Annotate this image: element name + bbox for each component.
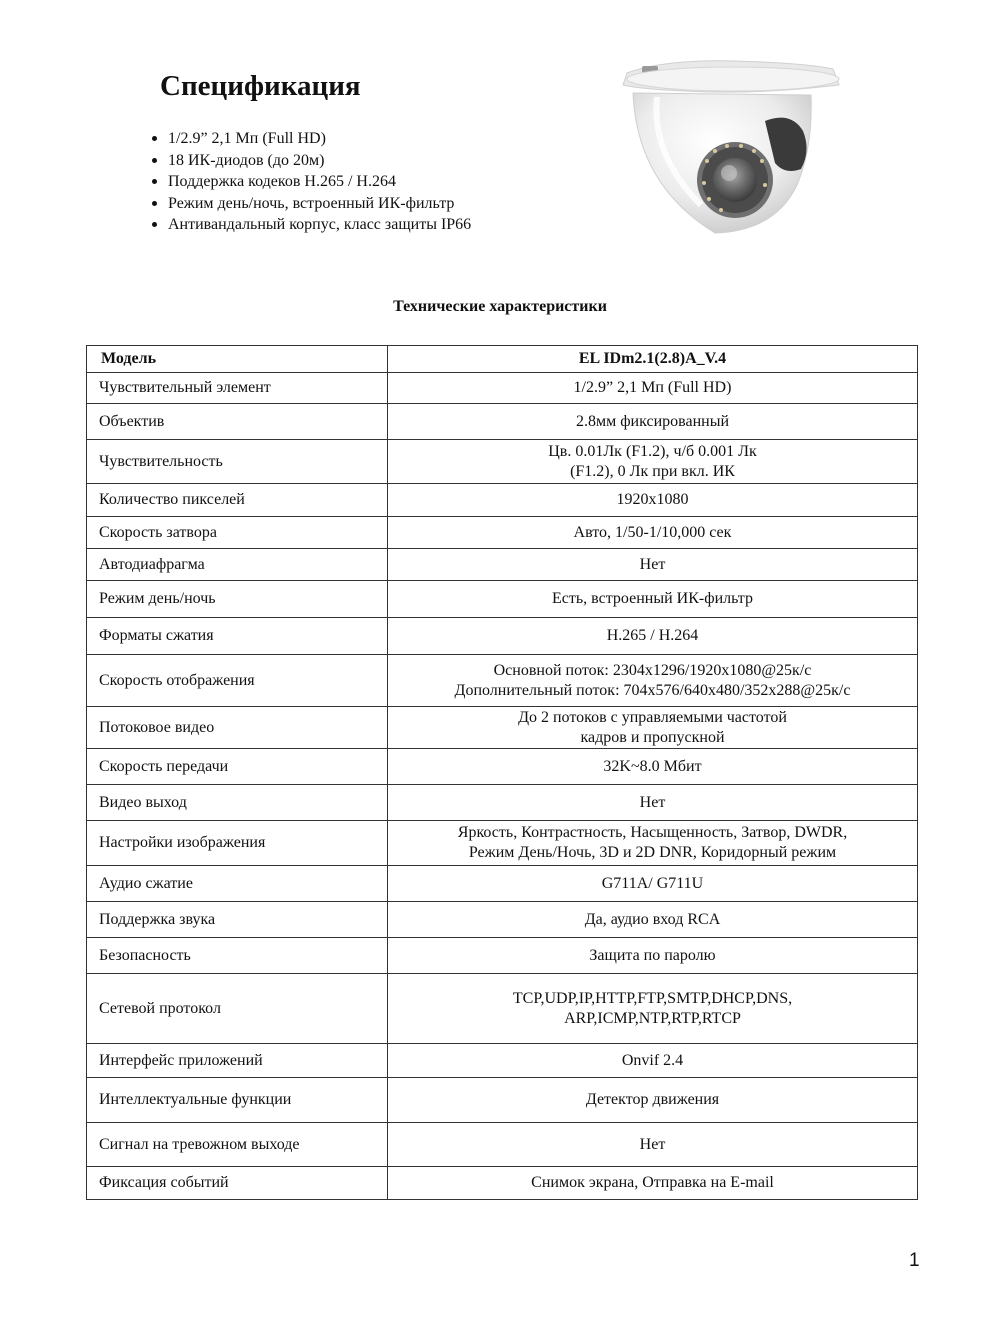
table-row [87, 749, 918, 785]
table-row [87, 618, 918, 655]
param-cell: Скорость затвора [87, 517, 388, 549]
table-row [87, 821, 918, 866]
feature-item: 18 ИК-диодов (до 20м) [150, 150, 471, 172]
table-row [87, 1167, 918, 1200]
value-cell [388, 1167, 918, 1200]
value-line: Основной поток: 2304x1296/1920x1080@25к/с [493, 661, 812, 679]
table-row [87, 902, 918, 938]
value-line: Onvif 2.4 [621, 1051, 684, 1069]
value-line: H.265 / H.264 [606, 627, 699, 644]
table-header-row [87, 346, 918, 373]
value-cell [388, 440, 918, 484]
section-title: Технические характеристики [393, 298, 607, 315]
value-line: Дополнительный поток: 704x576/640x480/352x288@25к/с [454, 681, 851, 699]
table-row [87, 1123, 918, 1167]
value-line: Цв. 0.01Лк (F1.2), ч/б 0.001 Лк [548, 442, 757, 460]
value-cell [388, 404, 918, 440]
value-cell [388, 618, 918, 655]
table-row [87, 655, 918, 707]
page-title: Спецификация [160, 70, 361, 102]
param-cell: Скорость отображения [87, 655, 388, 707]
value-line: TCP,UDP,IP,HTTP,FTP,SMTP,DHCP,DNS, [512, 989, 793, 1007]
header-model-cell: EL IDm2.1(2.8)A_V.4 [388, 346, 918, 373]
value-line: кадров и пропускной [580, 728, 725, 746]
table-row [87, 404, 918, 440]
table-row [87, 373, 918, 404]
value-cell [388, 1078, 918, 1123]
spec-table [86, 345, 918, 1200]
value-cell [388, 581, 918, 618]
feature-item: Поддержка кодеков H.265 / H.264 [150, 171, 471, 193]
value-cell [388, 517, 918, 549]
value-line: 2.8мм фиксированный [575, 412, 730, 430]
param-cell: Форматы сжатия [87, 618, 388, 655]
value-line: 32K~8.0 Мбит [603, 757, 702, 775]
table-row [87, 484, 918, 517]
value-cell [388, 484, 918, 517]
feature-list [150, 128, 471, 236]
value-line: Нет [639, 1135, 666, 1153]
header-param-cell: Модель [87, 346, 388, 373]
feature-item: Режим день/ночь, встроенный ИК-фильтр [150, 193, 471, 215]
value-cell [388, 785, 918, 821]
value-line: (F1.2), 0 Лк при вкл. ИК [570, 462, 735, 480]
param-cell: Интерфейс приложений [87, 1044, 388, 1078]
table-row [87, 1044, 918, 1078]
table-row [87, 549, 918, 581]
param-cell: Автодиафрагма [87, 549, 388, 581]
value-line: G711A/ G711U [601, 874, 704, 892]
param-cell: Видео выход [87, 785, 388, 821]
dome-camera-image [605, 55, 845, 245]
page-number: 1 [909, 1250, 920, 1271]
value-line: 1/2.9” 2,1 Мп (Full HD) [573, 379, 732, 396]
feature-item: Антивандальный корпус, класс защиты IP66 [150, 214, 471, 236]
value-line: Яркость, Контрастность, Насыщенность, Затвор, DWDR, [457, 824, 848, 841]
param-cell: Фиксация событий [87, 1167, 388, 1200]
value-cell [388, 902, 918, 938]
table-row [87, 785, 918, 821]
param-cell: Объектив [87, 404, 388, 440]
param-cell: Скорость передачи [87, 749, 388, 785]
value-cell [388, 821, 918, 866]
value-cell [388, 707, 918, 749]
param-cell: Чувствительность [87, 440, 388, 484]
value-cell [388, 655, 918, 707]
value-line: Детектор движения [585, 1091, 720, 1108]
value-line: Нет [639, 793, 666, 811]
table-row [87, 938, 918, 974]
table-row [87, 517, 918, 549]
param-cell: Аудио сжатие [87, 866, 388, 902]
value-line: Снимок экрана, Отправка на E-mail [531, 1174, 774, 1191]
value-line: Защита по паролю [589, 946, 716, 964]
param-cell: Сигнал на тревожном выходе [87, 1123, 388, 1167]
value-cell [388, 866, 918, 902]
value-cell [388, 549, 918, 581]
value-line: 1920x1080 [616, 491, 689, 508]
value-line: ARP,ICMP,NTP,RTP,RTCP [564, 1009, 741, 1027]
value-line: Нет [639, 555, 666, 573]
table-row [87, 866, 918, 902]
value-cell [388, 1123, 918, 1167]
table-row [87, 440, 918, 484]
param-cell: Сетевой протокол [87, 974, 388, 1044]
param-cell: Потоковое видео [87, 707, 388, 749]
table-row [87, 581, 918, 618]
value-line: Да, аудио вход RCA [584, 910, 721, 928]
param-cell: Безопасность [87, 938, 388, 974]
param-cell: Чувствительный элемент [87, 373, 388, 404]
value-cell [388, 974, 918, 1044]
value-cell [388, 938, 918, 974]
table-row [87, 1078, 918, 1123]
value-line: Режим День/Ночь, 3D и 2D DNR, Коридорный режим [468, 844, 837, 861]
value-line: Авто, 1/50-1/10,000 сек [573, 523, 732, 541]
param-cell: Поддержка звука [87, 902, 388, 938]
param-cell: Интеллектуальные функции [87, 1078, 388, 1123]
value-cell [388, 373, 918, 404]
feature-item: 1/2.9” 2,1 Мп (Full HD) [150, 128, 471, 150]
param-cell: Настройки изображения [87, 821, 388, 866]
value-cell [388, 1044, 918, 1078]
table-row [87, 974, 918, 1044]
value-line: Есть, встроенный ИК-фильтр [552, 590, 753, 607]
value-cell [388, 749, 918, 785]
param-cell: Количество пикселей [87, 484, 388, 517]
param-cell: Режим день/ночь [87, 581, 388, 618]
table-row [87, 707, 918, 749]
value-line: До 2 потоков с управляемыми частотой [518, 708, 787, 726]
